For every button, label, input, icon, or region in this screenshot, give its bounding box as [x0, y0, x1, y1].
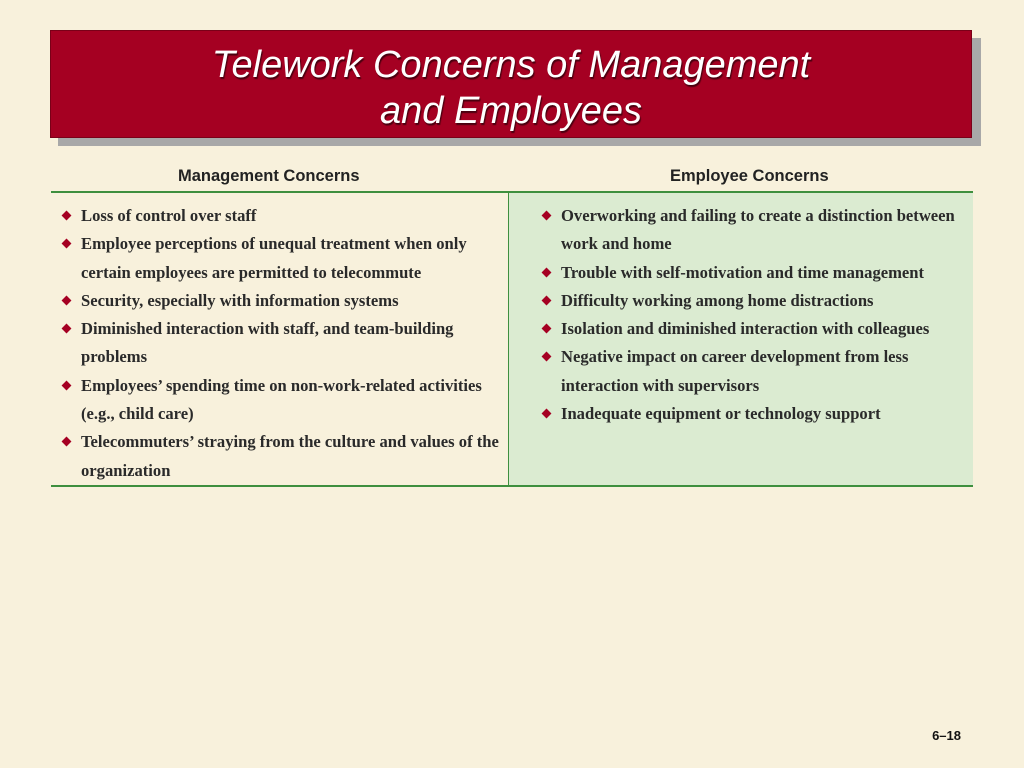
diamond-bullet-icon	[62, 324, 72, 334]
management-concerns-header: Management Concerns	[178, 167, 360, 185]
list-item	[60, 202, 500, 230]
list-item	[60, 428, 500, 485]
diamond-bullet-icon	[542, 267, 552, 277]
slide-title-line-2: and Employees	[380, 90, 642, 132]
list-item-text: Inadequate equipment or technology support	[561, 404, 881, 424]
diamond-bullet-icon	[542, 295, 552, 305]
list-item-text: Negative impact on career development from less interaction with supervisors	[561, 347, 909, 395]
table-header-row	[51, 160, 973, 193]
list-item-text: Loss of control over staff	[81, 206, 257, 225]
diamond-bullet-icon	[62, 380, 72, 390]
list-item	[540, 343, 968, 400]
concerns-table	[51, 160, 973, 487]
list-item-text: Trouble with self-motivation and time management	[561, 262, 925, 282]
diamond-bullet-icon	[542, 352, 552, 362]
diamond-bullet-icon	[62, 437, 72, 447]
list-item-text: Overworking and failing to create a distinction between work and home	[561, 206, 955, 254]
management-concerns-column	[51, 193, 509, 487]
slide-title-line-1: Telework Concerns of Management	[211, 44, 811, 86]
list-item-text: Difficulty working among home distractions	[561, 290, 874, 310]
diamond-bullet-icon	[542, 409, 552, 419]
list-item	[540, 315, 968, 343]
employee-concerns-column	[509, 193, 973, 487]
diamond-bullet-icon	[542, 324, 552, 334]
diamond-bullet-icon	[542, 211, 552, 221]
list-item	[60, 315, 500, 372]
table-bottom-rule	[51, 485, 973, 487]
page-number: 6–18	[932, 728, 961, 743]
diamond-bullet-icon	[62, 239, 72, 249]
management-concerns-list	[60, 202, 500, 485]
list-item-text: Isolation and diminished interaction with colleagues	[561, 319, 930, 339]
list-item-text: Employees’ spending time on non-work-related activities (e.g., child care)	[81, 375, 482, 424]
list-item	[540, 400, 968, 428]
list-item	[540, 202, 968, 259]
title-banner	[50, 30, 972, 138]
list-item-text: Employee perceptions of unequal treatment when only certain employees are permitted to telecommute	[81, 234, 467, 282]
list-item	[540, 287, 968, 315]
list-item	[60, 372, 500, 429]
diamond-bullet-icon	[62, 295, 72, 305]
list-item-text: Telecommuters’ straying from the culture and values of the organization	[81, 432, 499, 480]
list-item	[60, 230, 500, 287]
diamond-bullet-icon	[62, 211, 72, 221]
list-item	[60, 287, 500, 315]
list-item	[540, 259, 968, 287]
employee-concerns-list	[540, 202, 968, 428]
employee-concerns-header: Employee Concerns	[670, 167, 829, 185]
list-item-text: Diminished interaction with staff, and team-building problems	[81, 319, 454, 367]
list-item-text: Security, especially with information systems	[81, 290, 399, 310]
